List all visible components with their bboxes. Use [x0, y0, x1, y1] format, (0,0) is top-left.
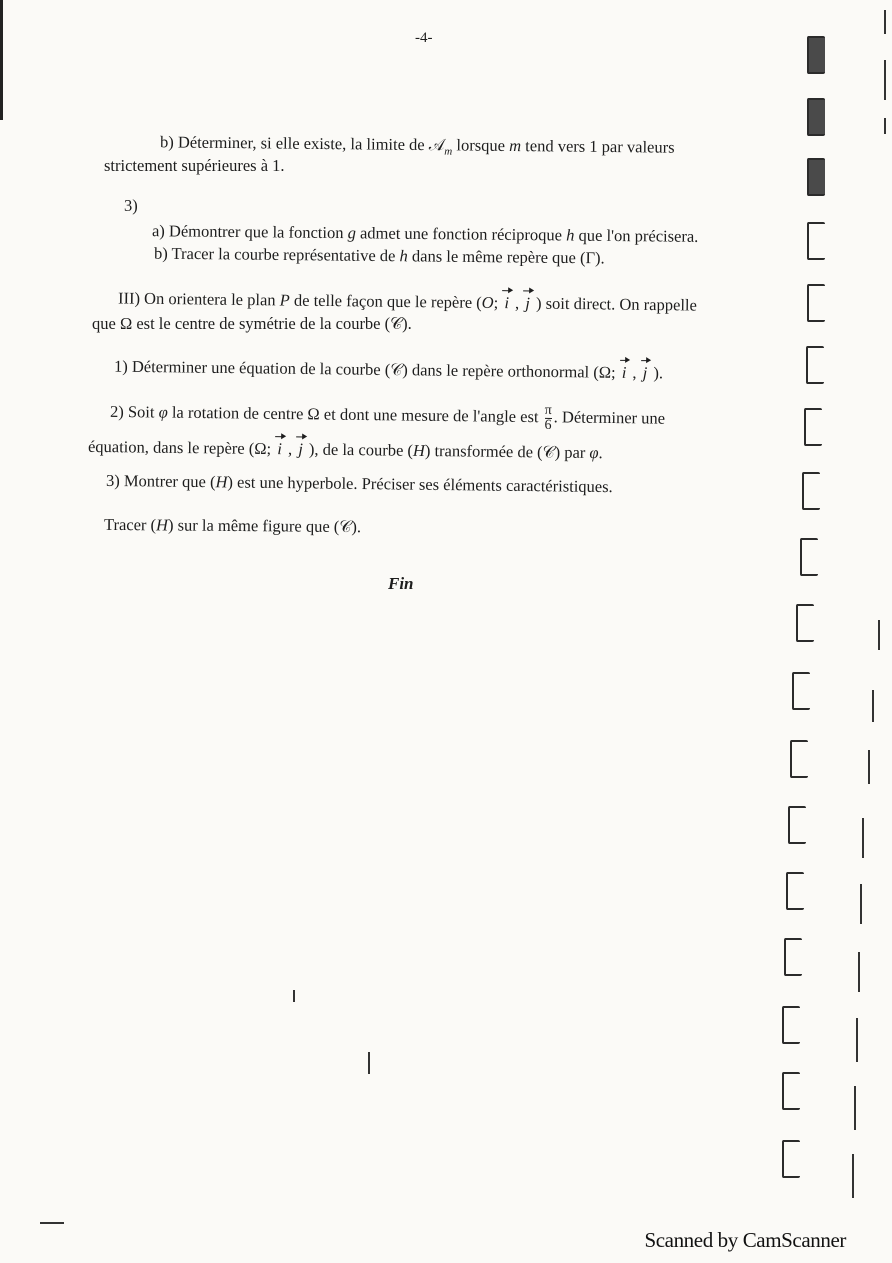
question-III-1: 1) Déterminer une équation de la courbe (𝒞) dans le repère orthonormal (Ω; i , j ).	[113, 356, 664, 383]
vector-i: i	[275, 439, 284, 459]
fraction-pi-over-6: $\frac{\pi}{6}$	[544, 402, 552, 434]
question-III-3: 3) Montrer que (H) est une hyperbole. Préciser ses éléments caractéristiques.	[105, 470, 613, 497]
binding-ring	[792, 672, 810, 710]
question-3a: a) Démontrer que la fonction g admet une fonction réciproque h que l'on précisera.	[151, 221, 699, 246]
binding-ring	[802, 472, 820, 510]
page-number: -4-	[415, 30, 433, 46]
left-scan-edge	[0, 0, 3, 120]
binding-ring	[807, 284, 825, 322]
question-III-2-line-2: équation, dans le repère (Ω; i , j ), de la courbe (H) transformée de (𝒞) par φ.	[87, 436, 603, 463]
binding-ring	[782, 1140, 800, 1178]
binding-edge-mark	[872, 690, 874, 722]
binding-edge-mark	[856, 1018, 858, 1062]
binding-ring	[804, 408, 822, 446]
vector-i: i	[502, 293, 511, 313]
scanner-watermark: Scanned by CamScanner	[644, 1228, 846, 1252]
binding-edge-mark	[878, 620, 880, 650]
binding-edge-mark	[854, 1086, 856, 1130]
vector-i: i	[620, 363, 629, 383]
question-2b-line-1: b) Déterminer, si elle existe, la limite de 𝒜$_m$ lorsque m tend vers 1 par valeurs	[159, 132, 675, 158]
binding-ring	[786, 872, 804, 910]
binding-edge-mark	[884, 10, 886, 34]
scan-artifact	[293, 990, 295, 1002]
binding-edge-mark	[860, 884, 862, 924]
binding-ring	[807, 158, 825, 196]
vector-j: j	[641, 363, 650, 383]
question-3-label: 3)	[124, 196, 138, 215]
binding-ring	[800, 538, 818, 576]
question-2b-line-2: strictement supérieures à 1.	[104, 156, 285, 175]
binding-ring	[807, 98, 825, 136]
scan-artifact	[40, 1222, 64, 1224]
scan-artifact	[368, 1052, 370, 1074]
binding-edge-mark	[884, 118, 886, 134]
binding-ring	[806, 346, 824, 384]
binding-edge-mark	[852, 1154, 854, 1198]
binding-ring	[782, 1006, 800, 1044]
question-III-2-line-1: 2) Soit φ la rotation de centre Ω et dont une mesure de l'angle est $\frac{\pi}{6}$ . Déterminer une	[109, 401, 666, 434]
question-3b: b) Tracer la courbe représentative de h dans le même repère que (Γ).	[153, 243, 605, 268]
part-III-line-2: que Ω est le centre de symétrie de la courbe (𝒞).	[92, 314, 412, 333]
binding-ring	[807, 222, 825, 260]
binding-ring	[782, 1072, 800, 1110]
part-III-line-1: III) On orientera le plan P de telle façon que le repère (O; i , j ) soit direct. On rappelle	[117, 288, 698, 315]
binding-edge-mark	[862, 818, 864, 858]
vector-j: j	[296, 439, 305, 459]
trace-instruction: Tracer (H) sur la même figure que (𝒞).	[103, 514, 362, 537]
binding-ring	[790, 740, 808, 778]
binding-edge-mark	[884, 60, 886, 100]
binding-edge-mark	[858, 952, 860, 992]
binding-ring	[784, 938, 802, 976]
binding-edge-mark	[868, 750, 870, 784]
binding-ring	[788, 806, 806, 844]
vector-j: j	[523, 293, 532, 313]
binding-ring	[796, 604, 814, 642]
binding-ring	[807, 36, 825, 74]
spiral-binding	[782, 0, 892, 1263]
end-label: Fin	[388, 574, 414, 593]
